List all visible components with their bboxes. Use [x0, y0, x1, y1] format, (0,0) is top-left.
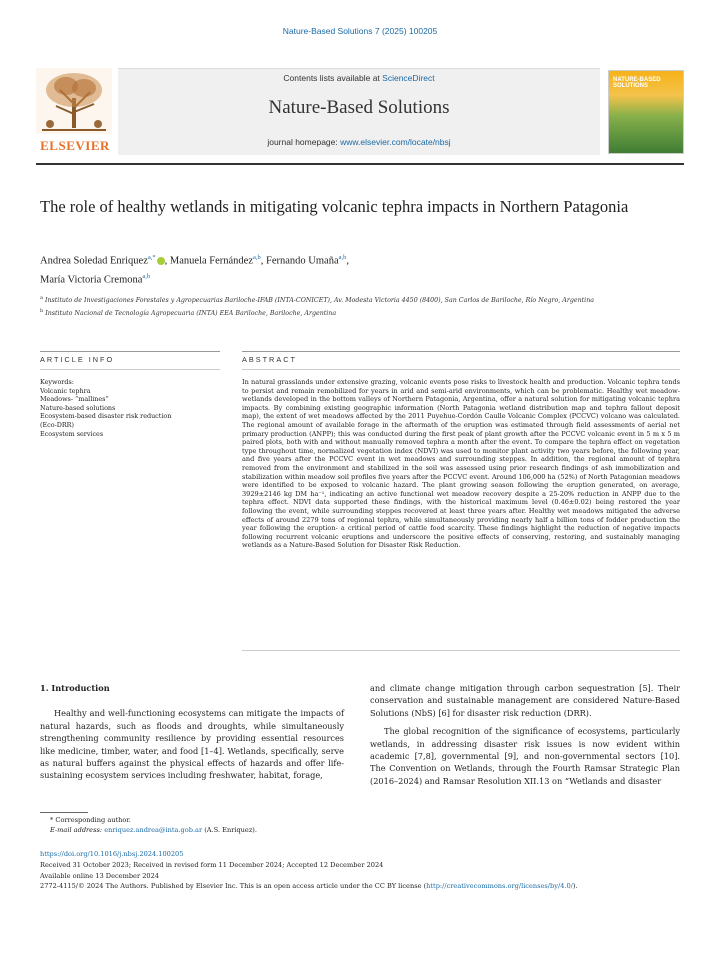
author-affil-sup[interactable]: a,* — [147, 254, 156, 261]
body-paragraph: and climate change mitigation through carbon sequestration [5]. Their conservation and sustainable management are considered Nature-Based Solutions (NbS) [6] for disaster risk reduction (DRR). — [370, 683, 680, 718]
footnote-rule — [40, 812, 88, 813]
affiliation-item — [40, 306, 680, 319]
affiliation-text: Instituto de Investigaciones Forestales y Agropecuarias Bariloche-IFAB (INTA-CONICET), Av. Modesta Victoria 4450 (8400), San Carlos de Bariloche, Río Negro, Argentina — [45, 297, 595, 305]
email-note — [40, 825, 680, 835]
body-paragraph: Healthy and well-functioning ecosystems can mitigate the impacts of natural hazards, such as floods and droughts, while simultaneously strengthening community resilience by providing essential resources like medicine, timber, water, and food [1–4]. Wetlands, specifically, serve as natural buffers against the physical effects of hazards and offer life-sustaining ecosystem services including freshwater, habitat, forage, — [40, 708, 344, 781]
dates-received: Received 31 October 2023; Received in revised form 11 December 2024; Accepted 12 December 2024 — [40, 860, 384, 869]
license-link[interactable]: http://creativecommons.org/licenses/by/4.0/ — [426, 882, 573, 891]
license-line — [40, 881, 690, 892]
cover-title: NATURE-BASED SOLUTIONS — [613, 77, 661, 89]
footnotes — [40, 812, 680, 835]
email-suffix: (A.S. Enriquez). — [202, 826, 257, 834]
doi-link[interactable]: https://doi.org/10.1016/j.nbsj.2024.100205 — [40, 850, 184, 858]
keyword: Volcanic tephra — [40, 386, 91, 395]
journal-header — [36, 64, 684, 156]
homepage-line — [118, 137, 600, 147]
corresponding-author-note: * Corresponding author. — [50, 816, 131, 824]
homepage-link[interactable]: www.elsevier.com/locate/nbsj — [340, 137, 451, 147]
journal-info-box — [118, 68, 600, 155]
tree-icon — [36, 68, 112, 134]
article-info-rule — [40, 351, 220, 352]
keywords-label: Keywords: — [40, 378, 74, 386]
journal-title: Nature-Based Solutions — [268, 97, 450, 118]
author-name[interactable]: Fernando Umaña — [266, 255, 339, 267]
publisher-wordmark: ELSEVIER — [40, 138, 110, 153]
keyword: Ecosystem services — [40, 429, 104, 438]
license-prefix: 2772-4115/© 2024 The Authors. Published by Elsevier Inc. This is an open access article under the CC BY license ( — [40, 882, 427, 891]
body-paragraph: The global recognition of the significance of ecosystems, particularly wetlands, in addressing disaster risk issues is now evident within academic [7,8], governmental [9], and non-governmental sectors [10]. The Convention on Wetlands, through the Fourth Ramsar Strategic Plan (2016–2024) and Ramsar Resolution XII.13 on “Wetlands and disaster — [370, 726, 680, 786]
contents-line — [118, 73, 600, 83]
author-list: Andrea Soledad Enriquez$^{a,*}$ , Manuela Fernández$^{a,b}$, Fernando Umaña$^{a,b}$, María Victoria Cremona$^{a,b}$ — [40, 254, 350, 285]
keyword: Nature-based solutions — [40, 403, 116, 412]
keywords-list — [40, 378, 190, 438]
author-name[interactable]: Manuela Fernández — [169, 255, 253, 267]
keyword: Meadows- “mallines” — [40, 395, 109, 404]
date-available: Available online 13 December 2024 — [40, 871, 159, 880]
article-info-heading: ARTICLE INFO — [40, 355, 115, 364]
author-affil-sup[interactable]: a,b — [253, 254, 261, 261]
affiliation-text: Instituto Nacional de Tecnología Agropecuaria (INTA) EEA Bariloche, Bariloche, Argentina — [45, 310, 337, 318]
author-name[interactable]: María Victoria Cremona — [40, 274, 143, 285]
header-divider — [36, 163, 684, 165]
article-history — [40, 849, 690, 892]
abstract-text: In natural grasslands under extensive grazing, volcanic events pose risks to livestock health and production. Volcanic tephra tends to persist and remain remobilized for years in arid and semi-arid environments, which can be problematic. Healthy wet meadow-wetlands developed in the bottom valleys of Northern Patagonia, Argentina, offer a natural solution for mitigating volcanic tephra impacts. By combining existing geographic information (North Patagonia wetland distribution map and tephra fallout deposit map), the extent of wet meadows affected by the 2011 Puyehue-Cordón Caulle Volcanic Complex (PCCVC) volcano was calculated. The regional amount of available forage in the aftermath of the eruption was estimated through field assessments of aerial net primary production (ANPP); this was conducted during the first peak of plant growth after the PCCVC volcanic event in 5 m x 5 m paired plots, both with and without manually removed tephra a month after the event. To compare the tephra effect on vegetation type throughout time, normalized vegetation index (NDVI) was used to monitor plant activity two years before, the following year, and five years after the PCCVC event in wet meadows and surrounding steppes. In addition, the regional amount of tephra removed from the environment and stabilized in the soil was assessed using prior research findings of ash immobilization and stabilization within meadow soil profiles five years after the PCCVC event. Around 106,000 ha (52%) of North Patagonian meadows were identified to be exposed to volcanic hazard. The plant growing season following the eruption generated, on average, 3929±2146 kg DM ha⁻¹, indicating an active functional wet meadow recovery despite a 25-20% reduction in ANPP due to the tephra effect. NDVI data supported these findings, with the historical maximum level (0.46±0.02) being restored the year following the event, while surrounding steppes recovered at least three years after. Healthy wet meadows mitigated the adverse effects of around 2279 tons of regional tephra, while simultaneously providing nearly half a billion tons of fodder production the year following the eruption- a critical period of cattle food scarcity. These findings highlight the reduction of negative impacts following recurrent volcanic eruptions and underscore the positive effects of conserving, restoring, and sustainably managing wetlands as a Nature-Based Solution for Disaster Risk Reduction. — [242, 378, 680, 550]
article-info-subrule — [40, 369, 220, 370]
abstract-heading: ABSTRACT — [242, 355, 297, 364]
article-title: The role of healthy wetlands in mitigating volcanic tephra impacts in Northern Patagonia — [40, 197, 629, 216]
abstract-bottom-rule — [242, 650, 680, 651]
affiliation-sup: a — [40, 295, 43, 301]
abstract-rule — [242, 351, 680, 352]
body-left-column — [40, 682, 344, 782]
license-suffix: ). — [572, 882, 578, 891]
journal-cover-thumbnail[interactable] — [608, 70, 684, 154]
section-heading-introduction: 1. Introduction — [40, 683, 110, 693]
author-affil-sup[interactable]: a,b — [142, 272, 151, 280]
contents-prefix: Contents lists available at — [283, 73, 383, 83]
email-link[interactable]: enriquez.andrea@inta.gob.ar — [104, 826, 203, 834]
author-affil-sup[interactable]: a,b — [338, 254, 347, 261]
journal-reference[interactable]: Nature-Based Solutions 7 (2025) 100205 — [282, 26, 438, 36]
affiliation-item — [40, 293, 680, 306]
homepage-prefix: journal homepage: — [267, 137, 341, 147]
author-name[interactable]: Andrea Soledad Enriquez — [40, 255, 148, 267]
email-label: E-mail address: — [50, 826, 105, 834]
keyword: Ecosystem-based disaster risk reduction (Eco-DRR) — [40, 412, 172, 429]
abstract-subrule — [242, 369, 680, 370]
body-right-column — [370, 682, 680, 787]
elsevier-tree-logo[interactable] — [36, 68, 112, 156]
orcid-icon[interactable] — [157, 257, 165, 265]
sciencedirect-link[interactable]: ScienceDirect — [382, 73, 435, 83]
affiliation-sup: b — [40, 308, 44, 315]
affiliations — [40, 293, 680, 319]
